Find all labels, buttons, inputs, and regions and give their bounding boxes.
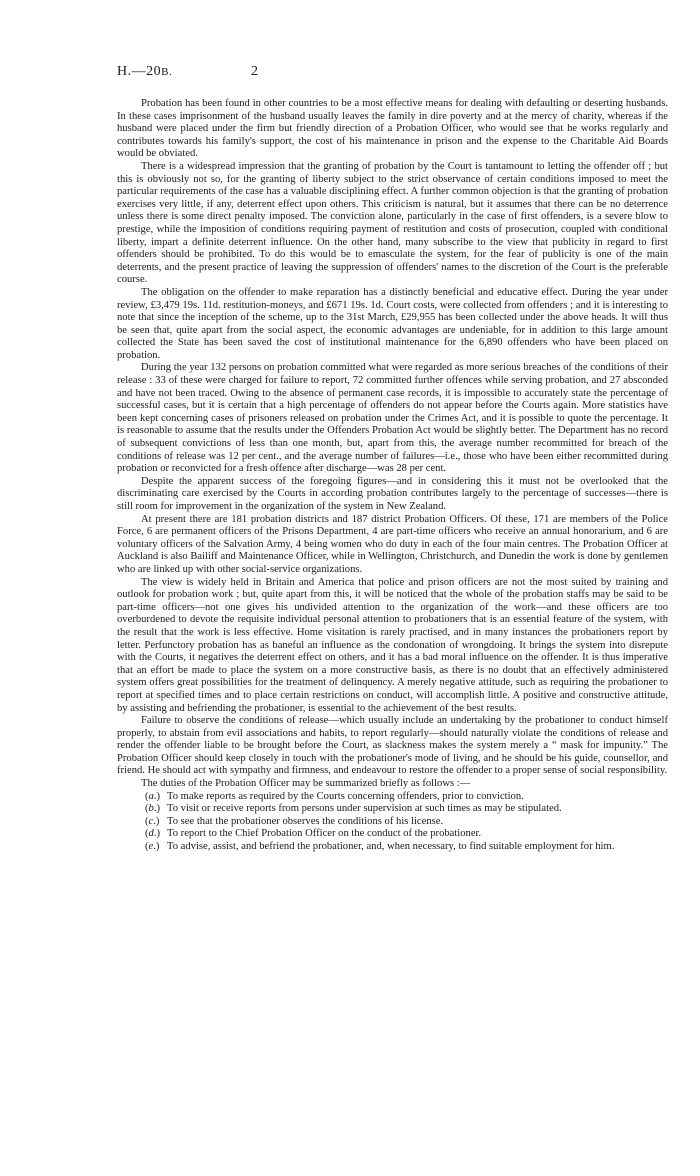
list-item-label: (e.)	[145, 841, 160, 853]
body-text	[117, 98, 668, 854]
document-reference	[117, 64, 172, 80]
paragraph-duties-intro: The duties of the Probation Officer may be summarized briefly as follows :—	[141, 778, 471, 790]
paragraph-reparation: The obligation on the offender to make reparation has a distinctly beneficial and educative effect. During the year under review, £3,479 19s. 11d. restitution-moneys, and £671 19s. 1d. Court costs, were collected from offenders ; and it is interesting to note that since the inception of the scheme, up to the 31st March, £29,955 has been collected under the above heads. It will thus be seen that, quite apart from the social aspect, the economic advantages are undeniable, for in addition to this large amount collected the State has been saved the cost of institutional maintenance for the 6,890 offenders who have been placed on probation.	[117, 286, 668, 361]
list-item-text: To advise, assist, and befriend the probationer, and, when necessary, to find suitable employment for him.	[167, 841, 615, 853]
paragraph-success: Despite the apparent success of the foregoing figures—and in considering this it must not be overlooked that the discriminating care exercised by the Courts in according probation contributes largely to the percentage of successes—there is still room for improvement in the organization of the system in New Zealand.	[117, 475, 668, 512]
list-item-label: (b.)	[145, 803, 161, 815]
list-item-text: To see that the probationer observes the conditions of his license.	[167, 815, 444, 827]
duties-list	[117, 791, 668, 854]
list-item	[117, 828, 668, 841]
page-header	[117, 64, 668, 82]
document-reference-main: H.—20	[117, 64, 162, 79]
paragraph-failure: Failure to observe the conditions of release—which usually include an undertaking by the probationer to conduct himself properly, to abstain from evil associations and habits, to report regularly—should naturally violate the conditions of release and render the offender liable to be brought before the Court, as slackness makes the system merely a “ mask for impunity.” The Probation Officer should keep closely in touch with the probationer's mode of living, and he should be his guide, counsellor, and friend. He should act with sympathy and firmness, and endeavour to restore the offender to a proper sense of social responsibility.	[117, 715, 668, 777]
list-item-text: To make reports as required by the Courts concerning offenders, prior to conviction.	[167, 790, 524, 802]
list-item	[117, 803, 668, 816]
list-item	[117, 816, 668, 829]
paragraph-districts: At present there are 181 probation districts and 187 district Probation Officers. Of these, 171 are members of the Police Force, 6 are permanent officers of the Prisons Department, 4 are part-time officers who receive an annual honorarium, and 6 are voluntary officers of the Salvation Army, 4 being women who do duty in each of the four main centres. The Probation Officer at Auckland is also Bailiff and Maintenance Officer, while in Wellington, Christchurch, and Dunedin the work is done by gentlemen who are linked up with other social-service organizations.	[117, 513, 668, 575]
list-item	[117, 841, 668, 854]
paragraph-deterrence: There is a widespread impression that the granting of probation by the Court is tantamount to letting the offender off ; but this is obviously not so, for the granting of liberty subject to the strict observance of certain conditions imposed to meet the particular requirements of the case has a valuable disciplining effect. A further common objection is that the granting of probation exercises very little, if any, deterrent effect upon others. This criticism is natural, but it assumes that there can be no deterrence unless there is some direct penalty imposed. The conviction alone, particularly in the case of first offenders, is a severe blow to prestige, while the imposition of conditions requiring payment of restitution and costs of prosecution, coupled with conditional liberty, impart a definite deterrent influence. On the other hand, many subscribe to the view that publicity in regard to first offenders should be prohibited. To do this would be to emasculate the system, for the fear of publicity is one of the main deterrents, and the present practice of leaving the suppression of offenders' names to the discretion of the Court is the preferable course.	[117, 160, 668, 286]
page-number: 2	[251, 64, 258, 79]
list-item-label: (c.)	[145, 815, 160, 827]
paragraph-staff-view: The view is widely held in Britain and America that police and prison officers are not the most suited by training and outlook for probation work ; but, quite apart from this, it will be noticed that the whole of the probation staffs may be said to be part-time officers—not one gives his undivided attention to the organization of the work—and these officers are too overburdened to devote the requisite individual personal attention to probationers that is an essential feature of the system, with the result that the work is less effective. Home visitation is rarely practised, and in many instances the probationers report by letter. Perfunctory probation has as baneful an influence as the condonation of wrongdoing. It brings the system into disrepute with the Courts, it negatives the deterrent effect on others, and it has a bad moral influence on the offender. It is thus imperative that an effort be made to place the system on a more constructive basis, as there is no doubt that an effectively administered system offers great possibilities for the treatment of delinquency. A merely negative attitude, such as requiring the probationer to report at specified times and to place certain restrictions on conduct, will accomplish little. A positive and constructive attitude, by assisting and befriending the probationer, is essential to the achievement of the best results.	[117, 576, 668, 714]
list-item-text: To report to the Chief Probation Officer on the conduct of the probationer.	[167, 828, 482, 840]
paragraph-husbands: Probation has been found in other countries to be a most effective means for dealing with defaulting or deserting husbands. In these cases imprisonment of the husband usually leaves the family in dire poverty and at the mercy of charity, whereas if the husband were placed under the firm but friendly direction of a Probation Officer, who would see that he works regularly and contributes towards his family's support, the cost of his maintenance in prison and the expense to the Charitable Aid Boards would be obviated.	[117, 98, 668, 160]
list-item-text: To visit or receive reports from persons under supervision at such times as may be stipulated.	[167, 803, 562, 815]
document-reference-sub: B.	[161, 66, 173, 78]
list-item-label: (d.)	[145, 828, 161, 840]
paragraph-breaches: During the year 132 persons on probation committed what were regarded as more serious breaches of the conditions of their release : 33 of these were charged for failure to report, 72 committed further offences while serving probation, and 27 absconded and have not been traced. Owing to the absence of permanent case records, it is impossible to accurately state the percentage of successful cases, but it is certain that a high percentage of offenders do not appear before the Courts again. More statistics have been kept concerning cases of prisoners released on probation under the Crimes Act, and it is possible to quote the percentage. It is reasonable to assume that the results under the Offenders Probation Act would be slightly better. The Department has no record of subsequent convictions of less than one month, but, apart from this, the average number recommitted for breach of the conditions of release was 12 per cent., and the average number of failures—i.e., those who have been either recommitted during probation or reconvicted for a fresh offence after discharge—was 28 per cent.	[117, 362, 668, 475]
list-item-label: (a.)	[145, 790, 161, 802]
list-item	[117, 791, 668, 804]
